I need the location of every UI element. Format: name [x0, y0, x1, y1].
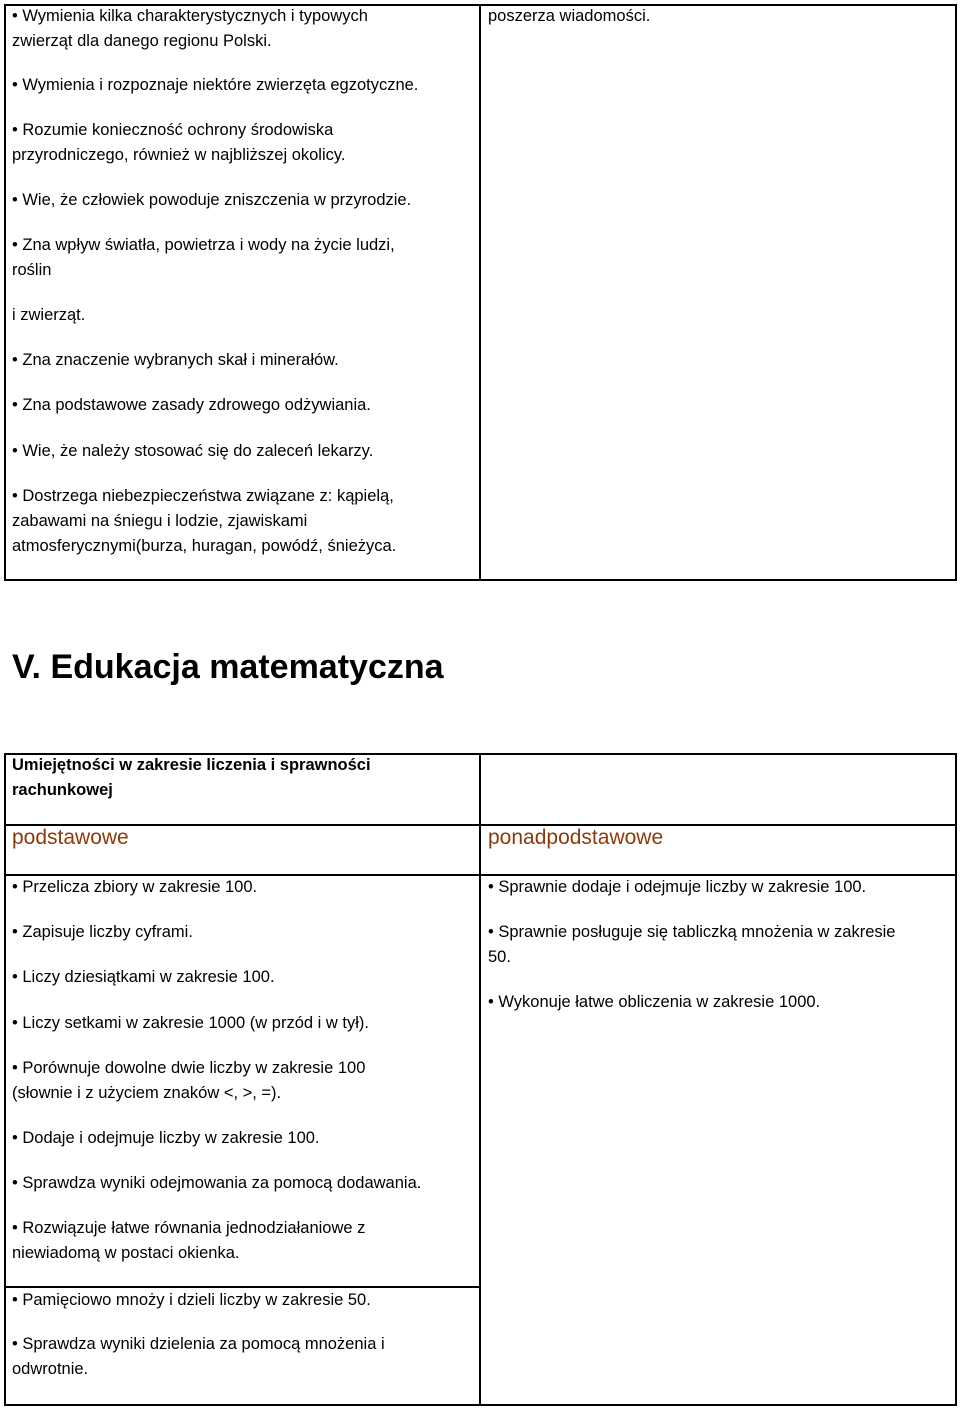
top-item-8: • Zna podstawowe zasady zdrowego odżywiania. — [12, 396, 371, 414]
basic-item-9: • Pamięciowo mnoży i dzieli liczby w zakresie 50. — [12, 1291, 371, 1309]
advanced-item-2-line-1: • Sprawnie posługuje się tabliczką mnożenia w zakresie — [488, 923, 896, 941]
skill-header-line-2: rachunkowej — [12, 781, 113, 799]
basic-item-4: • Liczy setkami w zakresie 1000 (w przód i w tył). — [12, 1014, 369, 1032]
top-item-5-line-2: roślin — [12, 261, 52, 279]
basic-item-3: • Liczy dziesiątkami w zakresie 100. — [12, 968, 275, 986]
basic-item-6: • Dodaje i odejmuje liczby w zakresie 100. — [12, 1129, 320, 1147]
basic-item-5-line-2: (słownie i z użyciem znaków <, >, =). — [12, 1084, 282, 1102]
col-basic-label: podstawowe — [12, 826, 129, 849]
top-item-4: • Wie, że człowiek powoduje zniszczenia w przyrodzie. — [12, 191, 412, 209]
top-item-3-line-2: przyrodniczego, również w najbliższej okolicy. — [12, 146, 346, 164]
top-item-10-line-1: • Dostrzega niebezpieczeństwa związane z: kąpielą, — [12, 487, 394, 505]
advanced-item-1: • Sprawnie dodaje i odejmuje liczby w zakresie 100. — [488, 878, 867, 896]
top-table-divider — [479, 4, 481, 581]
top-item-10-line-2: zabawami na śniegu i lodzie, zjawiskami — [12, 512, 308, 530]
basic-item-10-line-1: • Sprawdza wyniki dzielenia za pomocą mnożenia i — [12, 1335, 385, 1353]
top-item-10-line-3: atmosferycznymi(burza, huragan, powódź, śnieżyca. — [12, 537, 397, 555]
top-item-1-line-1: • Wymienia kilka charakterystycznych i typowych — [12, 7, 368, 25]
top-item-3-line-1: • Rozumie konieczność ochrony środowiska — [12, 121, 334, 139]
math-table-divider — [479, 753, 481, 1406]
top-item-9: • Wie, że należy stosować się do zaleceń lekarzy. — [12, 442, 374, 460]
basic-item-5-line-1: • Porównuje dowolne dwie liczby w zakresie 100 — [12, 1059, 366, 1077]
col-advanced-label: ponadpodstawowe — [488, 826, 664, 849]
top-item-6: i zwierząt. — [12, 306, 86, 324]
basic-item-8-line-1: • Rozwiązuje łatwe równania jednodziałaniowe z — [12, 1219, 366, 1237]
math-table-row-separator-1 — [4, 824, 957, 826]
advanced-item-2-line-2: 50. — [488, 948, 511, 966]
skill-header-line-1: Umiejętności w zakresie liczenia i sprawności — [12, 756, 371, 774]
basic-item-8-line-2: niewiadomą w postaci okienka. — [12, 1244, 240, 1262]
basic-item-10-line-2: odwrotnie. — [12, 1360, 89, 1378]
basic-item-7: • Sprawdza wyniki odejmowania za pomocą dodawania. — [12, 1174, 422, 1192]
top-item-5-line-1: • Zna wpływ światła, powietrza i wody na życie ludzi, — [12, 236, 395, 254]
top-item-2: • Wymienia i rozpoznaje niektóre zwierzęta egzotyczne. — [12, 76, 419, 94]
top-item-1-line-2: zwierząt dla danego regionu Polski. — [12, 32, 272, 50]
section-heading: V. Edukacja matematyczna — [12, 648, 444, 686]
basic-item-1: • Przelicza zbiory w zakresie 100. — [12, 878, 258, 896]
top-item-7: • Zna znaczenie wybranych skał i minerałów. — [12, 351, 339, 369]
basic-item-2: • Zapisuje liczby cyframi. — [12, 923, 193, 941]
advanced-item-3: • Wykonuje łatwe obliczenia w zakresie 1000. — [488, 993, 821, 1011]
top-right-text: poszerza wiadomości. — [488, 7, 651, 25]
